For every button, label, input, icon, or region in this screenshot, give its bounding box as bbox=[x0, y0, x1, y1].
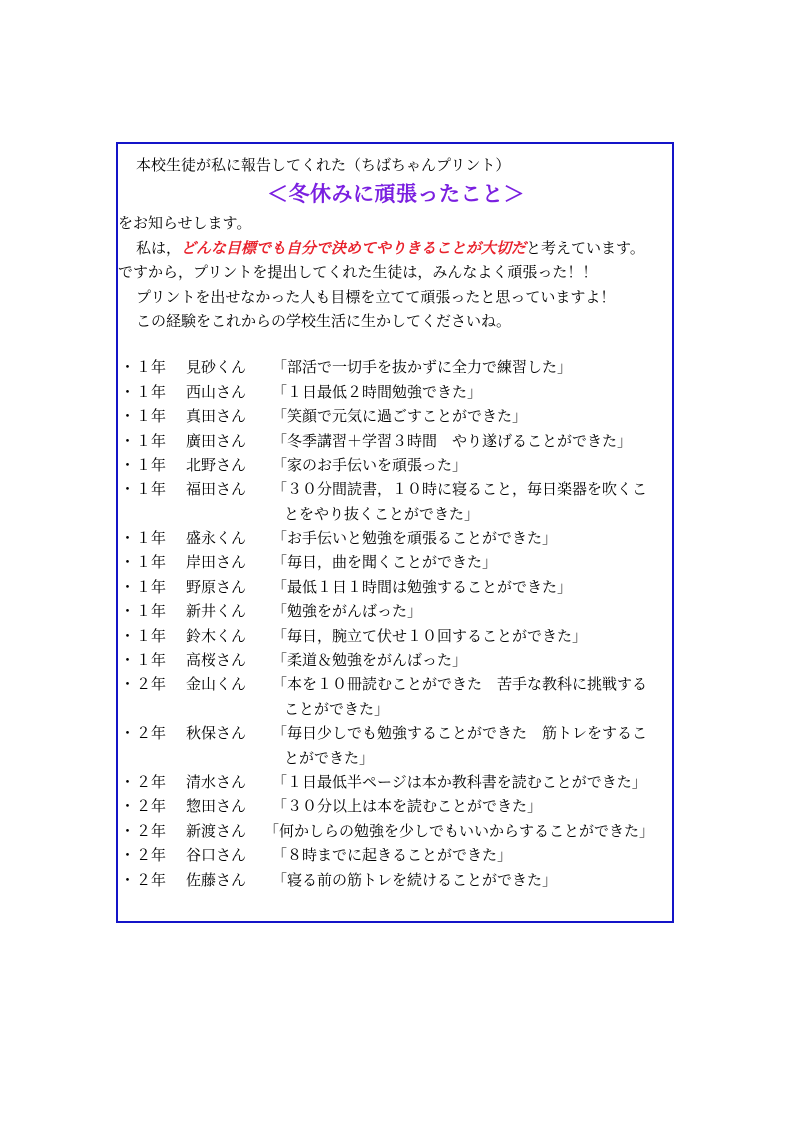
intro-line-6: この経験をこれからの学校生活に生かしてくださいね。 bbox=[136, 311, 512, 330]
student-name: 岸田さん bbox=[186, 553, 247, 572]
student-entry bbox=[118, 599, 674, 623]
student-goal bbox=[264, 819, 676, 843]
bullet: ・ bbox=[120, 529, 136, 548]
grade: １年 bbox=[136, 553, 167, 572]
bullet: ・ bbox=[120, 821, 136, 840]
goal-line-1: 「最低１日１時間は勉強することができた」 bbox=[272, 577, 573, 596]
student-name: 見砂くん bbox=[186, 358, 247, 377]
grade: １年 bbox=[136, 358, 167, 377]
grade: １年 bbox=[136, 480, 167, 499]
bullet: ・ bbox=[120, 455, 136, 474]
intro-line-2: をお知らせします。 bbox=[118, 214, 252, 233]
bullet: ・ bbox=[120, 553, 136, 572]
student-name: 金山くん bbox=[186, 675, 247, 694]
student-goal bbox=[272, 843, 676, 867]
grade: １年 bbox=[136, 407, 167, 426]
student-entry bbox=[118, 550, 674, 574]
student-name: 盛永くん bbox=[186, 529, 247, 548]
student-name: 真田さん bbox=[186, 407, 247, 426]
intro-line-1: 本校生徒が私に報告してくれた（ちばちゃんプリント） bbox=[136, 156, 511, 174]
goal-line-1: 「１日最低２時間勉強できた」 bbox=[272, 382, 483, 401]
student-name: 西山さん bbox=[186, 382, 247, 401]
student-name: 北野さん bbox=[186, 455, 247, 474]
grade: １年 bbox=[136, 577, 167, 596]
bullet: ・ bbox=[120, 577, 136, 596]
bullet: ・ bbox=[120, 431, 136, 450]
student-goal bbox=[272, 453, 676, 477]
student-name: 惣田さん bbox=[186, 797, 247, 816]
student-goal bbox=[272, 550, 676, 574]
goal-line-1: 「毎日，曲を聞くことができた」 bbox=[272, 553, 498, 572]
student-goal bbox=[272, 355, 676, 379]
grade: ２年 bbox=[136, 724, 167, 743]
bullet: ・ bbox=[120, 651, 136, 670]
student-goal bbox=[272, 429, 676, 453]
goal-line-1: 「柔道＆勉強をがんばった」 bbox=[272, 651, 468, 670]
goal-line-2: とができた」 bbox=[284, 748, 375, 767]
student-goal bbox=[272, 770, 676, 794]
grade: １年 bbox=[136, 382, 167, 401]
page-title: ＜冬休みに頑張ったこと＞ bbox=[267, 182, 525, 207]
student-entry bbox=[118, 843, 674, 867]
grade: ２年 bbox=[136, 797, 167, 816]
student-goal bbox=[272, 794, 676, 818]
student-entry bbox=[118, 868, 674, 892]
intro-line-3 bbox=[118, 236, 674, 260]
grade: １年 bbox=[136, 529, 167, 548]
grade: １年 bbox=[136, 455, 167, 474]
student-name: 谷口さん bbox=[186, 846, 247, 865]
grade: ２年 bbox=[136, 846, 167, 865]
goal-line-1: 「１日最低半ページは本か教科書を読むことができた」 bbox=[272, 773, 647, 792]
goal-line-1: 「部活で一切手を抜かずに全力で練習した」 bbox=[272, 358, 573, 377]
grade: ２年 bbox=[136, 870, 167, 889]
student-entry bbox=[118, 453, 674, 477]
bullet: ・ bbox=[120, 797, 136, 816]
student-entry bbox=[118, 380, 674, 404]
grade: ２年 bbox=[136, 773, 167, 792]
student-goal bbox=[272, 404, 676, 428]
student-goal bbox=[272, 648, 676, 672]
bullet: ・ bbox=[120, 602, 136, 621]
grade: １年 bbox=[136, 602, 167, 621]
student-name: 高桜さん bbox=[186, 651, 247, 670]
student-name: 野原さん bbox=[186, 577, 247, 596]
student-entry bbox=[118, 526, 674, 550]
grade: １年 bbox=[136, 651, 167, 670]
goal-line-1: 「何かしらの勉強を少しでもいいからすることができた」 bbox=[264, 821, 655, 840]
document-content bbox=[118, 153, 674, 892]
student-name: 佐藤さん bbox=[186, 870, 247, 889]
goal-line-1: 「毎日少しでも勉強することができた 筋トレをするこ bbox=[272, 724, 648, 743]
goal-line-1: 「寝る前の筋トレを続けることができた」 bbox=[272, 870, 558, 889]
student-entry bbox=[118, 794, 674, 818]
goal-line-2: ことができた」 bbox=[284, 699, 390, 718]
student-entry bbox=[118, 770, 674, 794]
grade: １年 bbox=[136, 431, 167, 450]
student-goal bbox=[272, 721, 676, 770]
student-entry bbox=[118, 721, 674, 770]
bullet: ・ bbox=[120, 724, 136, 743]
goal-line-1: 「３０分以上は本を読むことができた」 bbox=[272, 797, 543, 816]
student-name: 福田さん bbox=[186, 480, 247, 499]
bullet: ・ bbox=[120, 773, 136, 792]
intro-line-4: ですから，プリントを提出してくれた生徒は，みんなよく頑張った！！ bbox=[118, 263, 598, 282]
goal-line-1: 「３０分間読書，１０時に寝ること，毎日楽器を吹くこ bbox=[272, 480, 648, 499]
goal-line-1: 「家のお手伝いを頑張った」 bbox=[272, 455, 468, 474]
student-goal bbox=[272, 477, 676, 526]
bullet: ・ bbox=[120, 870, 136, 889]
grade: ２年 bbox=[136, 821, 167, 840]
bullet: ・ bbox=[120, 382, 136, 401]
spacer bbox=[118, 333, 674, 355]
goal-line-1: 「８時までに起きることができた」 bbox=[272, 846, 513, 865]
student-goal bbox=[272, 575, 676, 599]
bullet: ・ bbox=[120, 358, 136, 377]
intro-emphasis: どんな目標でも自分で決めてやりきることが大切だ bbox=[181, 238, 527, 257]
student-name: 清水さん bbox=[186, 773, 247, 792]
intro-line-5: プリントを出せなかった人も目標を立てて頑張ったと思っていますよ！ bbox=[136, 287, 616, 306]
student-name: 廣田さん bbox=[186, 431, 247, 450]
bullet: ・ bbox=[120, 407, 136, 426]
goal-line-2: とをやり抜くことができた」 bbox=[284, 504, 480, 523]
goal-line-1: 「笑顔で元気に過ごすことができた」 bbox=[272, 407, 528, 426]
student-name: 新井くん bbox=[186, 602, 247, 621]
student-goal bbox=[272, 526, 676, 550]
student-name: 秋保さん bbox=[186, 724, 247, 743]
grade: ２年 bbox=[136, 675, 167, 694]
grade: １年 bbox=[136, 626, 167, 645]
student-goal bbox=[272, 624, 676, 648]
goal-line-1: 「毎日，腕立て伏せ１０回することができた」 bbox=[272, 626, 588, 645]
student-entry bbox=[118, 355, 674, 379]
goal-line-1: 「勉強をがんばった」 bbox=[272, 602, 423, 621]
student-goal bbox=[272, 868, 676, 892]
student-entry bbox=[118, 404, 674, 428]
student-entry bbox=[118, 648, 674, 672]
student-entry bbox=[118, 624, 674, 648]
bullet: ・ bbox=[120, 846, 136, 865]
student-entry bbox=[118, 429, 674, 453]
student-entry bbox=[118, 575, 674, 599]
student-name: 新渡さん bbox=[186, 821, 247, 840]
intro-line-3-post: と考えています。 bbox=[526, 238, 645, 257]
student-entry bbox=[118, 672, 674, 721]
goal-line-1: 「お手伝いと勉強を頑張ることができた」 bbox=[272, 529, 558, 548]
goal-line-1: 「本を１０冊読むことができた 苦手な教科に挑戦する bbox=[272, 675, 648, 694]
student-entry bbox=[118, 477, 674, 526]
student-list bbox=[118, 355, 674, 892]
student-name: 鈴木くん bbox=[186, 626, 247, 645]
intro-line-3-pre: 私は， bbox=[136, 238, 182, 257]
bullet: ・ bbox=[120, 626, 136, 645]
goal-line-1: 「冬季講習＋学習３時間 やり遂げることができた」 bbox=[272, 431, 633, 450]
student-goal bbox=[272, 599, 676, 623]
bullet: ・ bbox=[120, 675, 136, 694]
student-entry bbox=[118, 819, 674, 843]
student-goal bbox=[272, 672, 676, 721]
bullet: ・ bbox=[120, 480, 136, 499]
student-goal bbox=[272, 380, 676, 404]
